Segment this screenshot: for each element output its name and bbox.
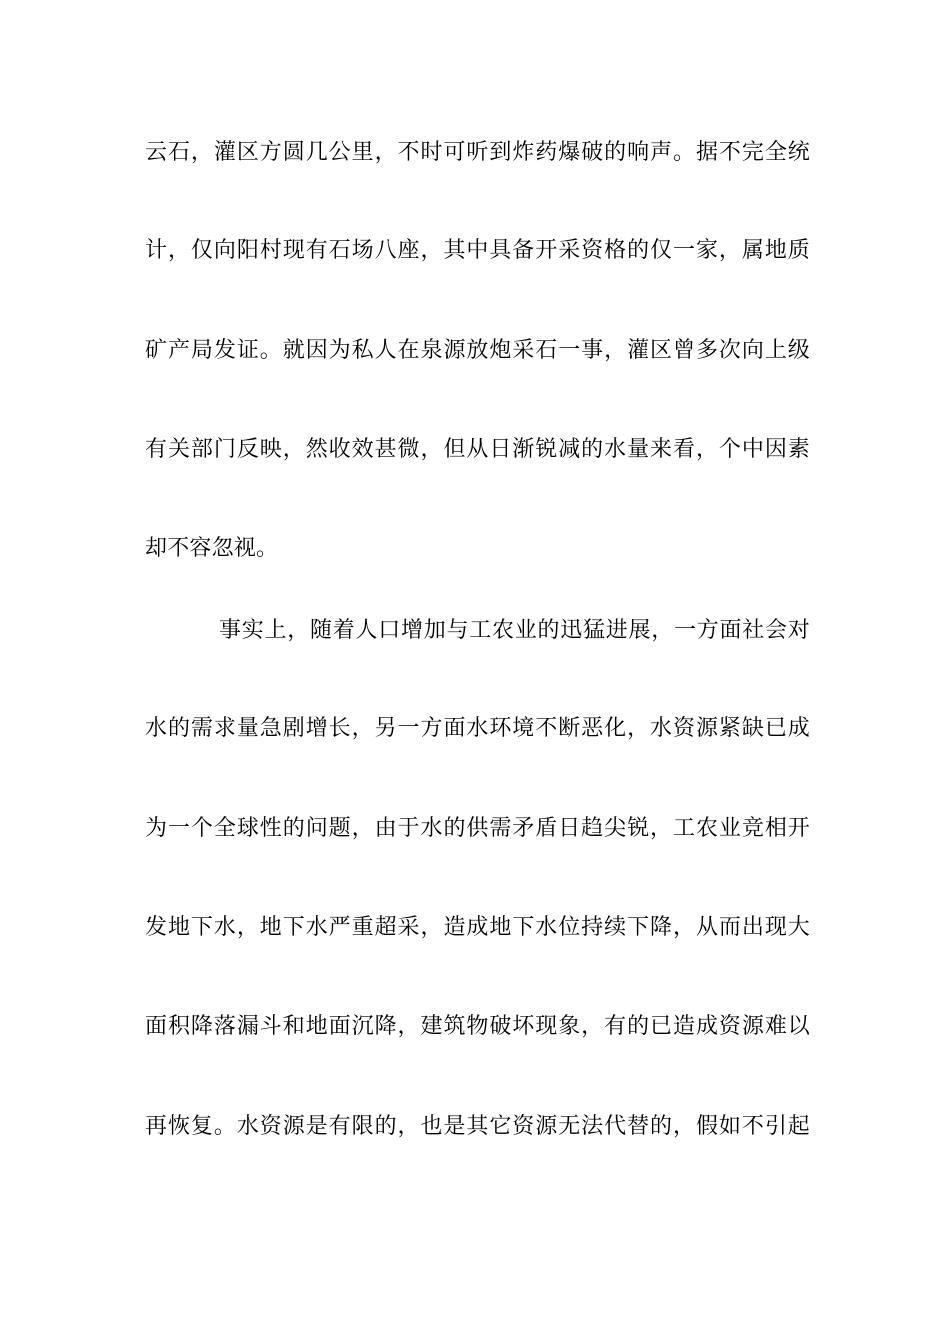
paragraph-first-line: 事实上，随着人口增加与工农业的迅猛进展，一方面社会对 [219, 618, 810, 643]
paragraph-line: 为一个全球性的问题，由于水的供需矛盾日趋尖锐，工农业竞相开 [145, 816, 810, 841]
paragraph-line: 有关部门反映，然收效甚微，但从日渐锐减的水量来看，个中因素 [145, 437, 810, 462]
paragraph-line: 再恢复。水资源是有限的，也是其它资源无法代替的，假如不引起 [145, 1114, 810, 1139]
paragraph-line: 矿产局发证。就因为私人在泉源放炮采石一事，灌区曾多次向上级 [145, 338, 810, 363]
paragraph-line: 却不容忽视。 [145, 536, 279, 561]
paragraph-line: 发地下水，地下水严重超采，造成地下水位持续下降，从而出现大 [145, 915, 810, 940]
paragraph-line: 云石，灌区方圆几公里，不时可听到炸药爆破的响声。据不完全统 [145, 140, 810, 165]
paragraph-line: 水的需求量急剧增长，另一方面水环境不断恶化，水资源紧缺已成 [145, 716, 810, 741]
paragraph-line: 面积降落漏斗和地面沉降，建筑物破坏现象，有的已造成资源难以 [145, 1014, 810, 1039]
paragraph-line: 计，仅向阳村现有石场八座，其中具备开采资格的仅一家，属地质 [145, 238, 810, 263]
